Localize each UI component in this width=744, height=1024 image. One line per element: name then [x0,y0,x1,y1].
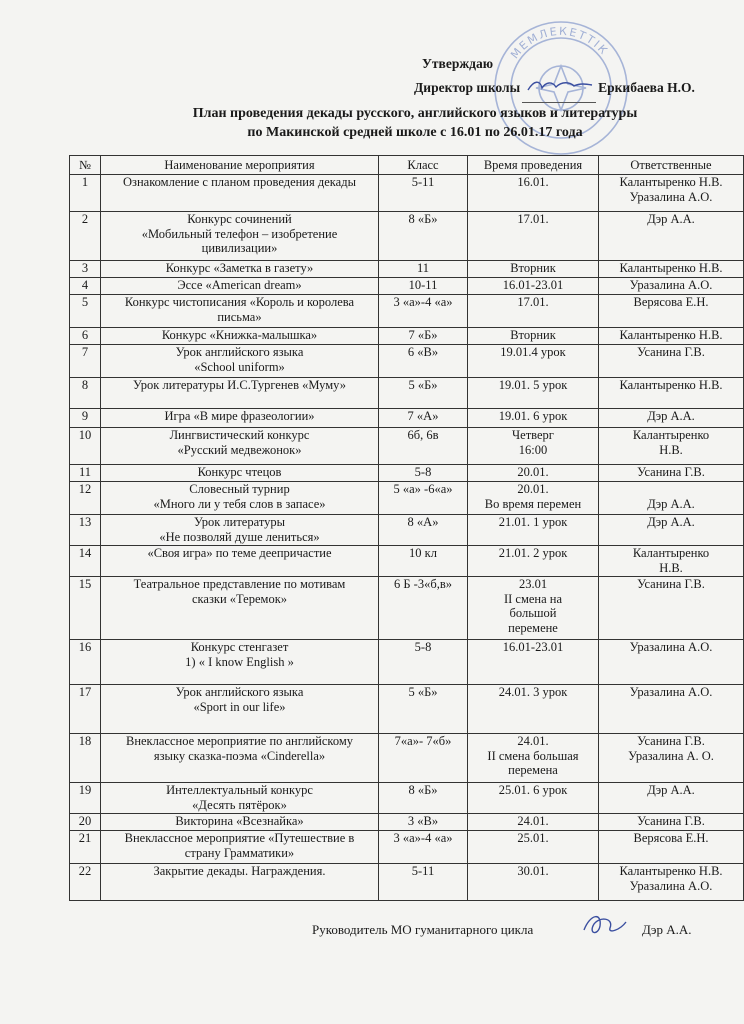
row-class: 5-8 [379,465,468,482]
row-responsible: Усанина Г.В. [599,814,744,831]
row-event: Конкурс «Заметка в газету» [101,261,379,278]
row-event: Театральное представление по мотивам сказки «Теремок» [101,577,379,640]
table-row [70,345,744,378]
page-title [180,104,650,142]
row-class: 7«а»- 7«б» [379,734,468,783]
table-row [70,734,744,783]
row-number: 15 [70,577,101,640]
footer-name: Дэр А.А. [642,922,692,937]
row-responsible: Дэр А.А. [599,482,744,515]
table-row [70,328,744,345]
row-class: 8 «Б» [379,212,468,261]
row-responsible: Дэр А.А. [599,409,744,428]
row-time: 30.01. [468,864,599,901]
title-line-2: по Макинской средней школе с 16.01 по 26.01.17 года [247,125,583,140]
row-number: 20 [70,814,101,831]
approval-block [414,52,695,103]
table-row [70,546,744,577]
row-number: 18 [70,734,101,783]
row-class: 10 кл [379,546,468,577]
table-row [70,814,744,831]
row-responsible: Дэр А.А. [599,515,744,546]
table-row [70,175,744,212]
row-time: Вторник [468,261,599,278]
row-time: 25.01. 6 урок [468,783,599,814]
row-event: Игра «В мире фразеологии» [101,409,379,428]
footer [312,922,732,938]
row-time: 19.01. 5 урок [468,378,599,409]
footer-signature [580,908,630,940]
row-time: 17.01. [468,295,599,328]
row-number: 4 [70,278,101,295]
table-row [70,783,744,814]
header-class: Класс [379,156,468,175]
row-responsible: Усанина Г.В. [599,345,744,378]
row-class: 5-11 [379,175,468,212]
row-event: Эссе «American dream» [101,278,379,295]
row-time: 25.01. [468,831,599,864]
row-class: 5 «Б» [379,378,468,409]
row-number: 6 [70,328,101,345]
table-header-row [70,156,744,175]
table-row [70,831,744,864]
row-event: «Своя игра» по теме деепричастие [101,546,379,577]
row-responsible: Калантыренко Н.В. [599,428,744,465]
row-number: 22 [70,864,101,901]
row-responsible: Уразалина А.О. [599,278,744,295]
row-event: Викторина «Всезнайка» [101,814,379,831]
row-class: 3 «В» [379,814,468,831]
row-time: 16.01. [468,175,599,212]
row-number: 7 [70,345,101,378]
row-number: 9 [70,409,101,428]
row-event: Внеклассное мероприятие «Путешествие в страну Грамматики» [101,831,379,864]
row-number: 2 [70,212,101,261]
row-responsible: Калантыренко Н.В. Уразалина А.О. [599,175,744,212]
table-row [70,261,744,278]
row-number: 16 [70,640,101,685]
row-number: 14 [70,546,101,577]
row-class: 5-11 [379,864,468,901]
row-time: 24.01. II смена большая перемена [468,734,599,783]
row-responsible: Калантыренко Н.В. [599,261,744,278]
table-row [70,577,744,640]
row-event: Лингвистический конкурс «Русский медвежонок» [101,428,379,465]
row-event: Конкурс чистописания «Король и королева письма» [101,295,379,328]
row-event: Словесный турнир «Много ли у тебя слов в запасе» [101,482,379,515]
row-class: 5 «а» -6«а» [379,482,468,515]
row-number: 19 [70,783,101,814]
row-event: Интеллектуальный конкурс «Десять пятёрок» [101,783,379,814]
row-responsible: Уразалина А.О. [599,685,744,734]
row-responsible: Уразалина А.О. [599,640,744,685]
row-time: 21.01. 1 урок [468,515,599,546]
row-event: Закрытие декады. Награждения. [101,864,379,901]
row-class: 3 «а»-4 «а» [379,831,468,864]
header-time: Время проведения [468,156,599,175]
row-number: 17 [70,685,101,734]
row-class: 6 Б -3«б,в» [379,577,468,640]
approve-label: Утверждаю [422,56,494,71]
header-responsible: Ответственные [599,156,744,175]
table-row [70,428,744,465]
table-row [70,212,744,261]
row-event: Урок литературы «Не позволяй душе лениться» [101,515,379,546]
header-event: Наименование мероприятия [101,156,379,175]
row-class: 8 «А» [379,515,468,546]
row-number: 10 [70,428,101,465]
row-responsible: Калантыренко Н.В. [599,546,744,577]
table-row [70,515,744,546]
row-number: 21 [70,831,101,864]
row-event: Урок литературы И.С.Тургенев «Муму» [101,378,379,409]
row-event: Конкурс стенгазет 1) « I know English » [101,640,379,685]
row-event: Внеклассное мероприятие по английскому языку сказка-поэма «Cinderella» [101,734,379,783]
row-event: Урок английского языка «School uniform» [101,345,379,378]
table-row [70,482,744,515]
row-class: 8 «Б» [379,783,468,814]
row-class: 5 «Б» [379,685,468,734]
row-time: 20.01. [468,465,599,482]
table-row [70,278,744,295]
row-class: 7 «Б» [379,328,468,345]
row-number: 13 [70,515,101,546]
row-event: Конкурс «Книжка-малышка» [101,328,379,345]
row-class: 11 [379,261,468,278]
title-line-1: План проведения декады русского, английского языков и литературы [192,106,638,121]
row-time: 16.01-23.01 [468,278,599,295]
events-table [69,155,744,901]
row-event: Урок английского языка «Sport in our life» [101,685,379,734]
director-signature [522,78,596,103]
row-responsible: Верясова Е.Н. [599,831,744,864]
table-row [70,640,744,685]
row-time: 20.01. Во время перемен [468,482,599,515]
director-title: Директор школы [414,80,521,95]
row-time: 24.01. 3 урок [468,685,599,734]
row-responsible: Калантыренко Н.В. [599,378,744,409]
row-time: 21.01. 2 урок [468,546,599,577]
row-number: 3 [70,261,101,278]
row-number: 12 [70,482,101,515]
row-event: Ознакомление с планом проведения декады [101,175,379,212]
row-time: Вторник [468,328,599,345]
row-event: Конкурс сочинений «Мобильный телефон – изобретение цивилизации» [101,212,379,261]
table-row [70,378,744,409]
row-time: 19.01.4 урок [468,345,599,378]
row-number: 5 [70,295,101,328]
row-class: 7 «А» [379,409,468,428]
row-time: 23.01 II смена на большой перемене [468,577,599,640]
footer-role: Руководитель МО гуманитарного цикла [312,922,534,937]
row-number: 1 [70,175,101,212]
row-event: Конкурс чтецов [101,465,379,482]
row-number: 11 [70,465,101,482]
table-row [70,864,744,901]
row-class: 10-11 [379,278,468,295]
row-time: 19.01. 6 урок [468,409,599,428]
row-responsible: Усанина Г.В. [599,465,744,482]
table-row [70,465,744,482]
table-row [70,295,744,328]
row-time: Четверг 16:00 [468,428,599,465]
row-class: 6 «В» [379,345,468,378]
row-time: 16.01-23.01 [468,640,599,685]
row-class: 3 «а»-4 «а» [379,295,468,328]
header-number: № [70,156,101,175]
row-number: 8 [70,378,101,409]
row-responsible: Дэр А.А. [599,212,744,261]
row-responsible: Усанина Г.В. Уразалина А. О. [599,734,744,783]
row-responsible: Верясова Е.Н. [599,295,744,328]
table-row [70,409,744,428]
row-responsible: Калантыренко Н.В. [599,328,744,345]
row-time: 17.01. [468,212,599,261]
row-responsible: Усанина Г.В. [599,577,744,640]
row-time: 24.01. [468,814,599,831]
stamp-text: МЕМЛЕКЕТТІК [508,24,612,62]
table-row [70,685,744,734]
row-class: 5-8 [379,640,468,685]
row-responsible: Калантыренко Н.В. Уразалина А.О. [599,864,744,901]
row-responsible: Дэр А.А. [599,783,744,814]
director-name: Еркибаева Н.О. [598,80,695,95]
row-class: 6б, 6в [379,428,468,465]
